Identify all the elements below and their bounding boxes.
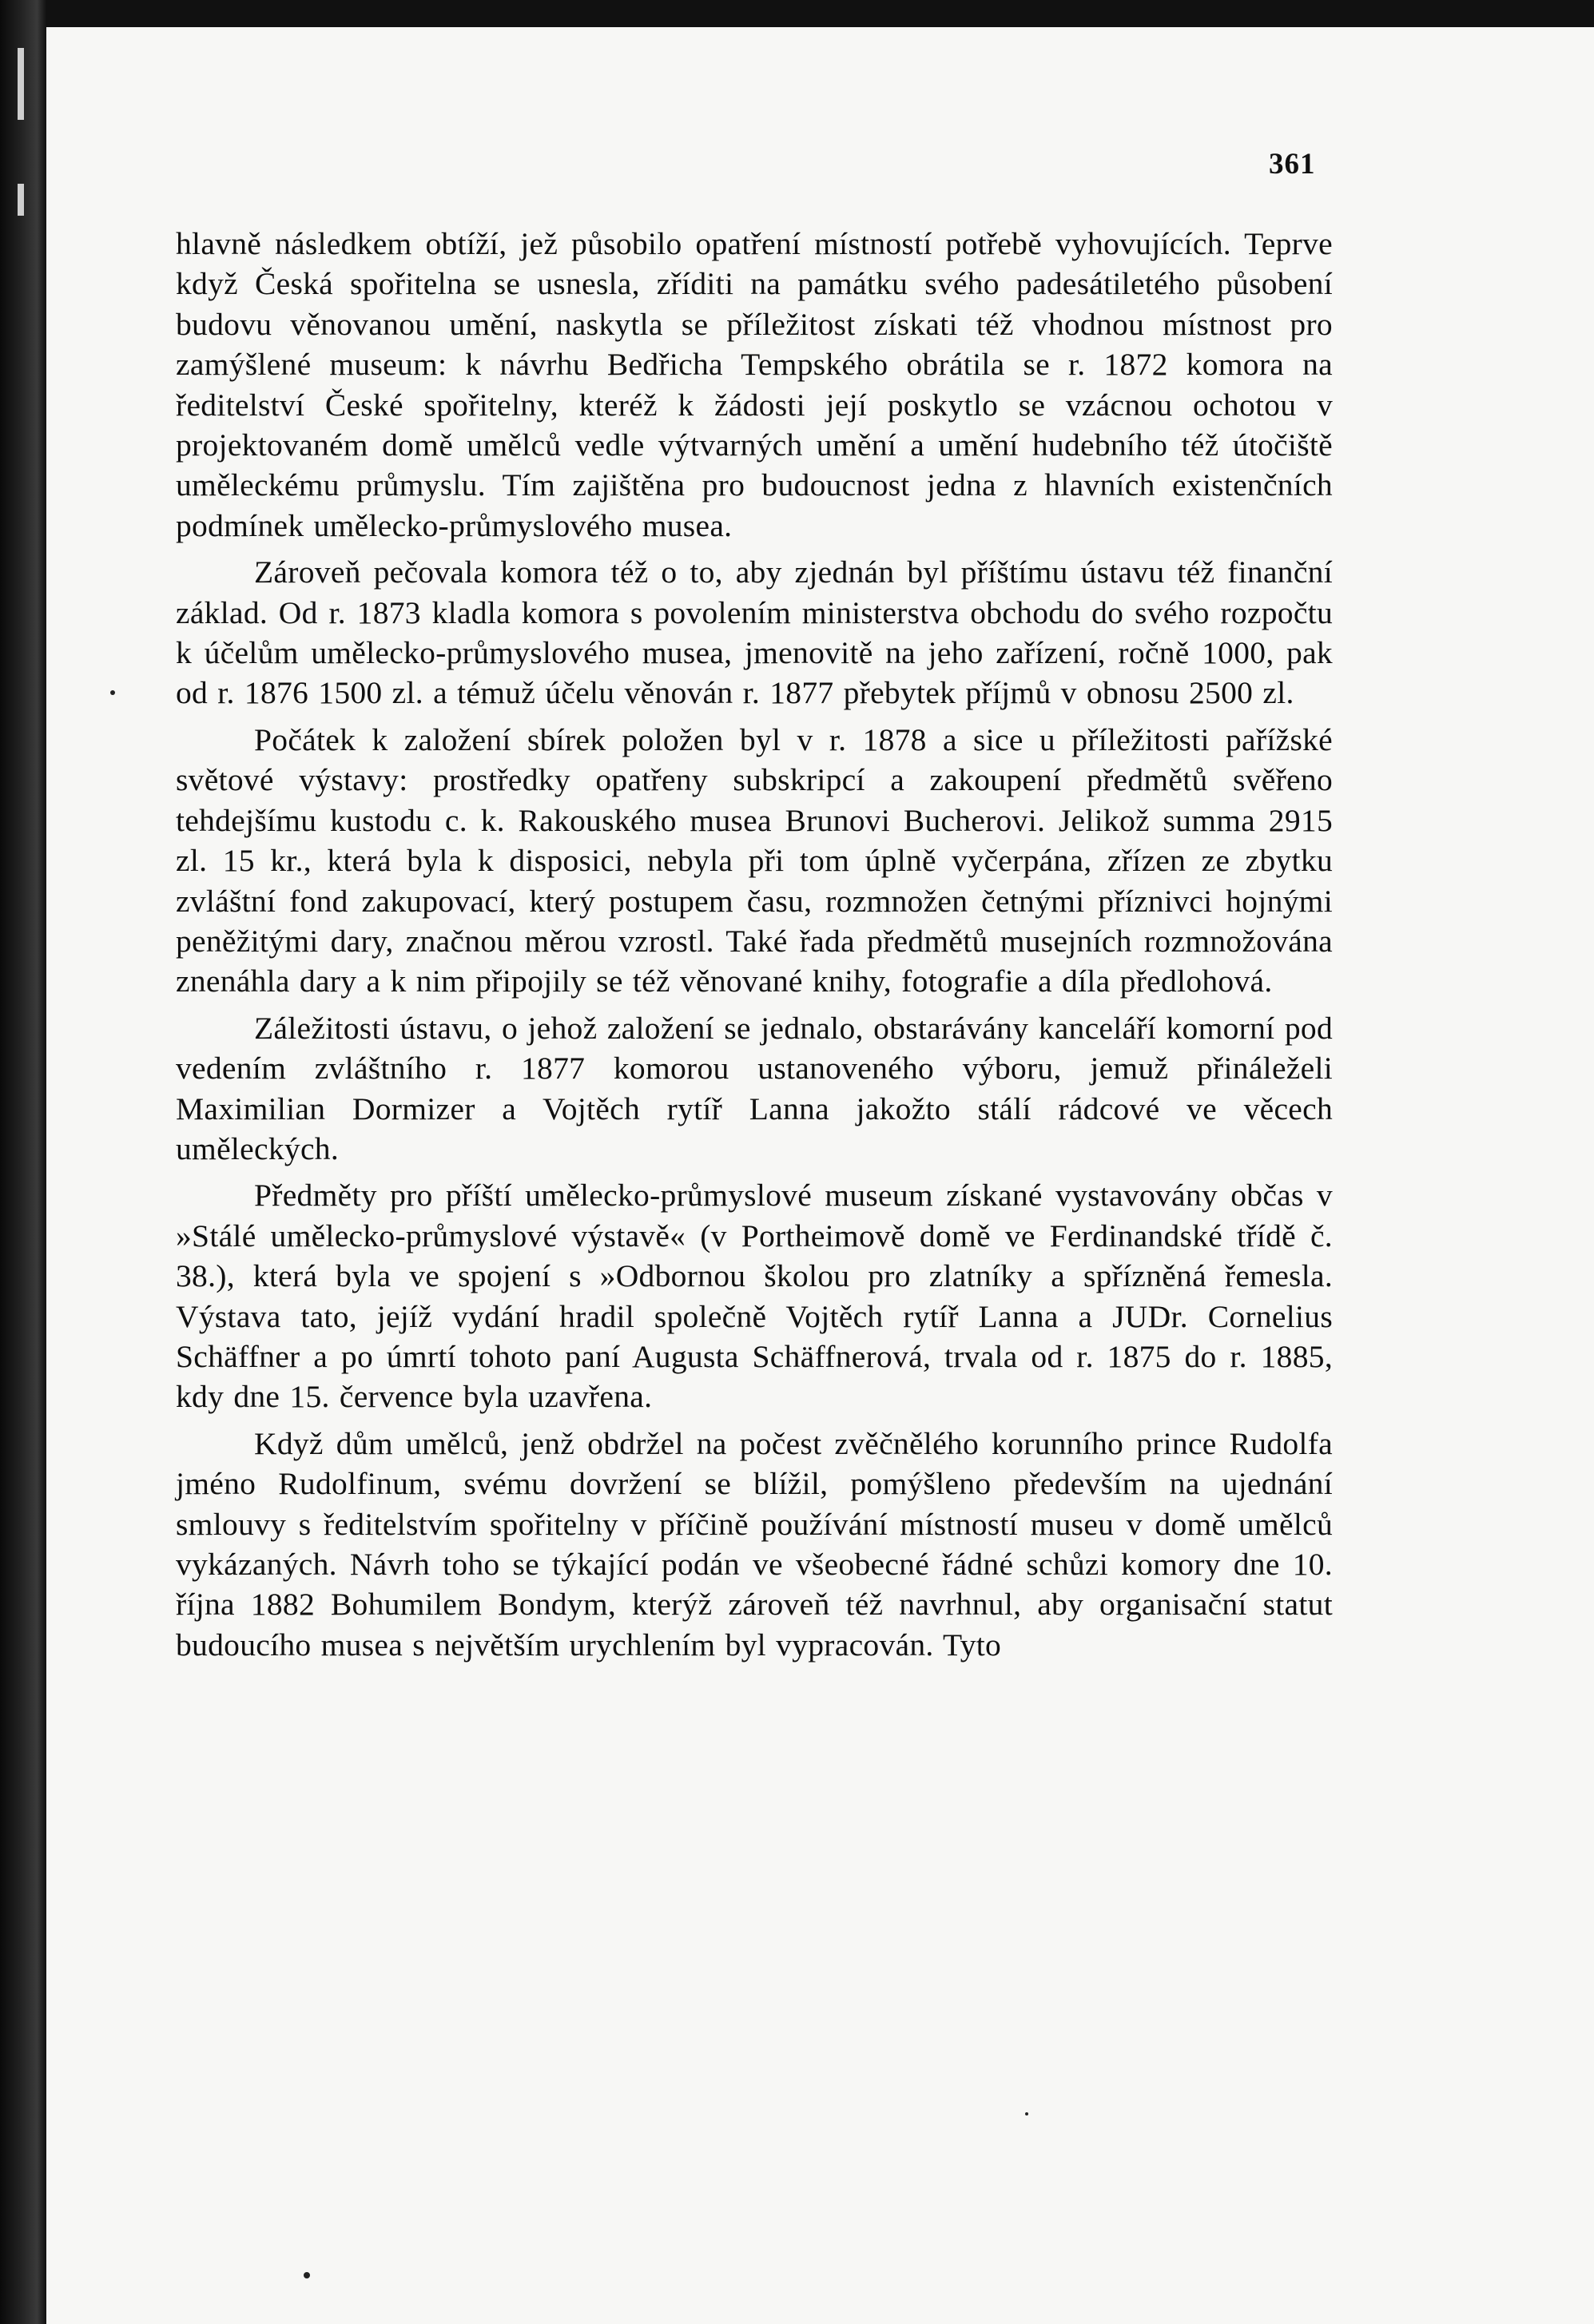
- paragraph: Předměty pro příští umělecko-průmyslové museum získané vystavovány občas v »Stálé umělecko-průmyslové výstavě« (v Portheimově domě ve Ferdinandské třídě č. 38.), která byla ve spojení s »Odbornou školou pro zlatníky a spřízněná řemesla. Výstava tato, jejíž vydání hradil společně Vojtěch rytíř Lanna a JUDr. Cornelius Schäffner a po úmrtí tohoto paní Augusta Schäffnerová, trvala od r. 1875 do r. 1885, kdy dne 15. července byla uzavřena.: [176, 1178, 1333, 1415]
- paragraph: Záležitosti ústavu, o jehož založení se jednalo, obstarávány kanceláří komorní pod vedením zvláštního r. 1877 komorou ustanoveného výboru, jemuž přináleželi Maximilian Dormizer a Vojtěch rytíř Lanna jakožto stálí rádcové ve věcech uměleckých.: [176, 1010, 1333, 1166]
- paragraph: Když dům umělců, jenž obdržel na počest zvěčnělého korunního prince Rudolfa jméno Rudolfinum, svému dovržení se blížil, pomýšleno především na ujednání smlouvy s ředitelstvím spořitelny v příčině používání místností museu v domě umělců vykázaných. Návrh toho se týkající podán ve všeobecné řádné schůzi komory dne 10. října 1882 Bohumilem Bondym, kterýž zároveň též navrhnul, aby organisační statut budoucího musea s největším urychlením byl vypracován. Tyto: [176, 1425, 1333, 1663]
- paragraph: Zároveň pečovala komora též o to, aby zjednán byl příštímu ústavu též finanční základ. Od r. 1873 kladla komora s povolením ministerstva obchodu do svého rozpočtu k účelům umělecko-průmyslového musea, jmenovitě na jeho zařízení, ročně 1000, pak od r. 1876 1500 zl. a témuž účelu věnován r. 1877 přebytek příjmů v obnosu 2500 zl.: [176, 554, 1333, 711]
- print-speck: [304, 2272, 310, 2278]
- body-text: [176, 224, 1333, 1671]
- edge-mark: [18, 184, 24, 216]
- document-page: [46, 27, 1594, 2324]
- scanner-edge: [0, 0, 46, 2324]
- print-speck: [110, 690, 115, 695]
- edge-mark: [18, 48, 24, 120]
- paragraph: hlavně následkem obtíží, jež působilo opatření místností potřebě vyhovujících. Teprve když Česká spořitelna se usnesla, zříditi na památku svého padesátiletého působení budovu věnovanou umění, naskytla se příležitost získati též vhodnou místnost pro zamýšlené museum: k návrhu Bedřicha Tempského obrátila se r. 1872 komora na ředitelství České spořitelny, kteréž k žádosti její poskytlo se vzácnou ochotou v projektovaném domě umělců vedle výtvarných umění a umění hudebního též útočiště uměleckému průmyslu. Tím zajištěna pro budoucnost jedna z hlavních existenčních podmínek umělecko-průmyslového musea.: [176, 226, 1333, 543]
- page-number: 361: [1269, 148, 1316, 181]
- paragraph: Počátek k založení sbírek položen byl v r. 1878 a sice u příležitosti pařížské světové výstavy: prostředky opatřeny subskripcí a zakoupení předmětů svěřeno tehdejšímu kustodu c. k. Rakouského musea Brunovi Bucherovi. Jelikož summa 2915 zl. 15 kr., která byla k disposici, nebyla při tom úplně vyčerpána, zřízen ze zbytku zvláštní fond zakupovací, který postupem času, rozmnožen četnými příznivci hojnými peněžitými dary, značnou měrou vzrostl. Také řada předmětů musejních rozmnožována znenáhla dary a k nim připojily se též věnované knihy, fotografie a díla předlohová.: [176, 721, 1333, 999]
- print-speck: [1025, 2112, 1028, 2115]
